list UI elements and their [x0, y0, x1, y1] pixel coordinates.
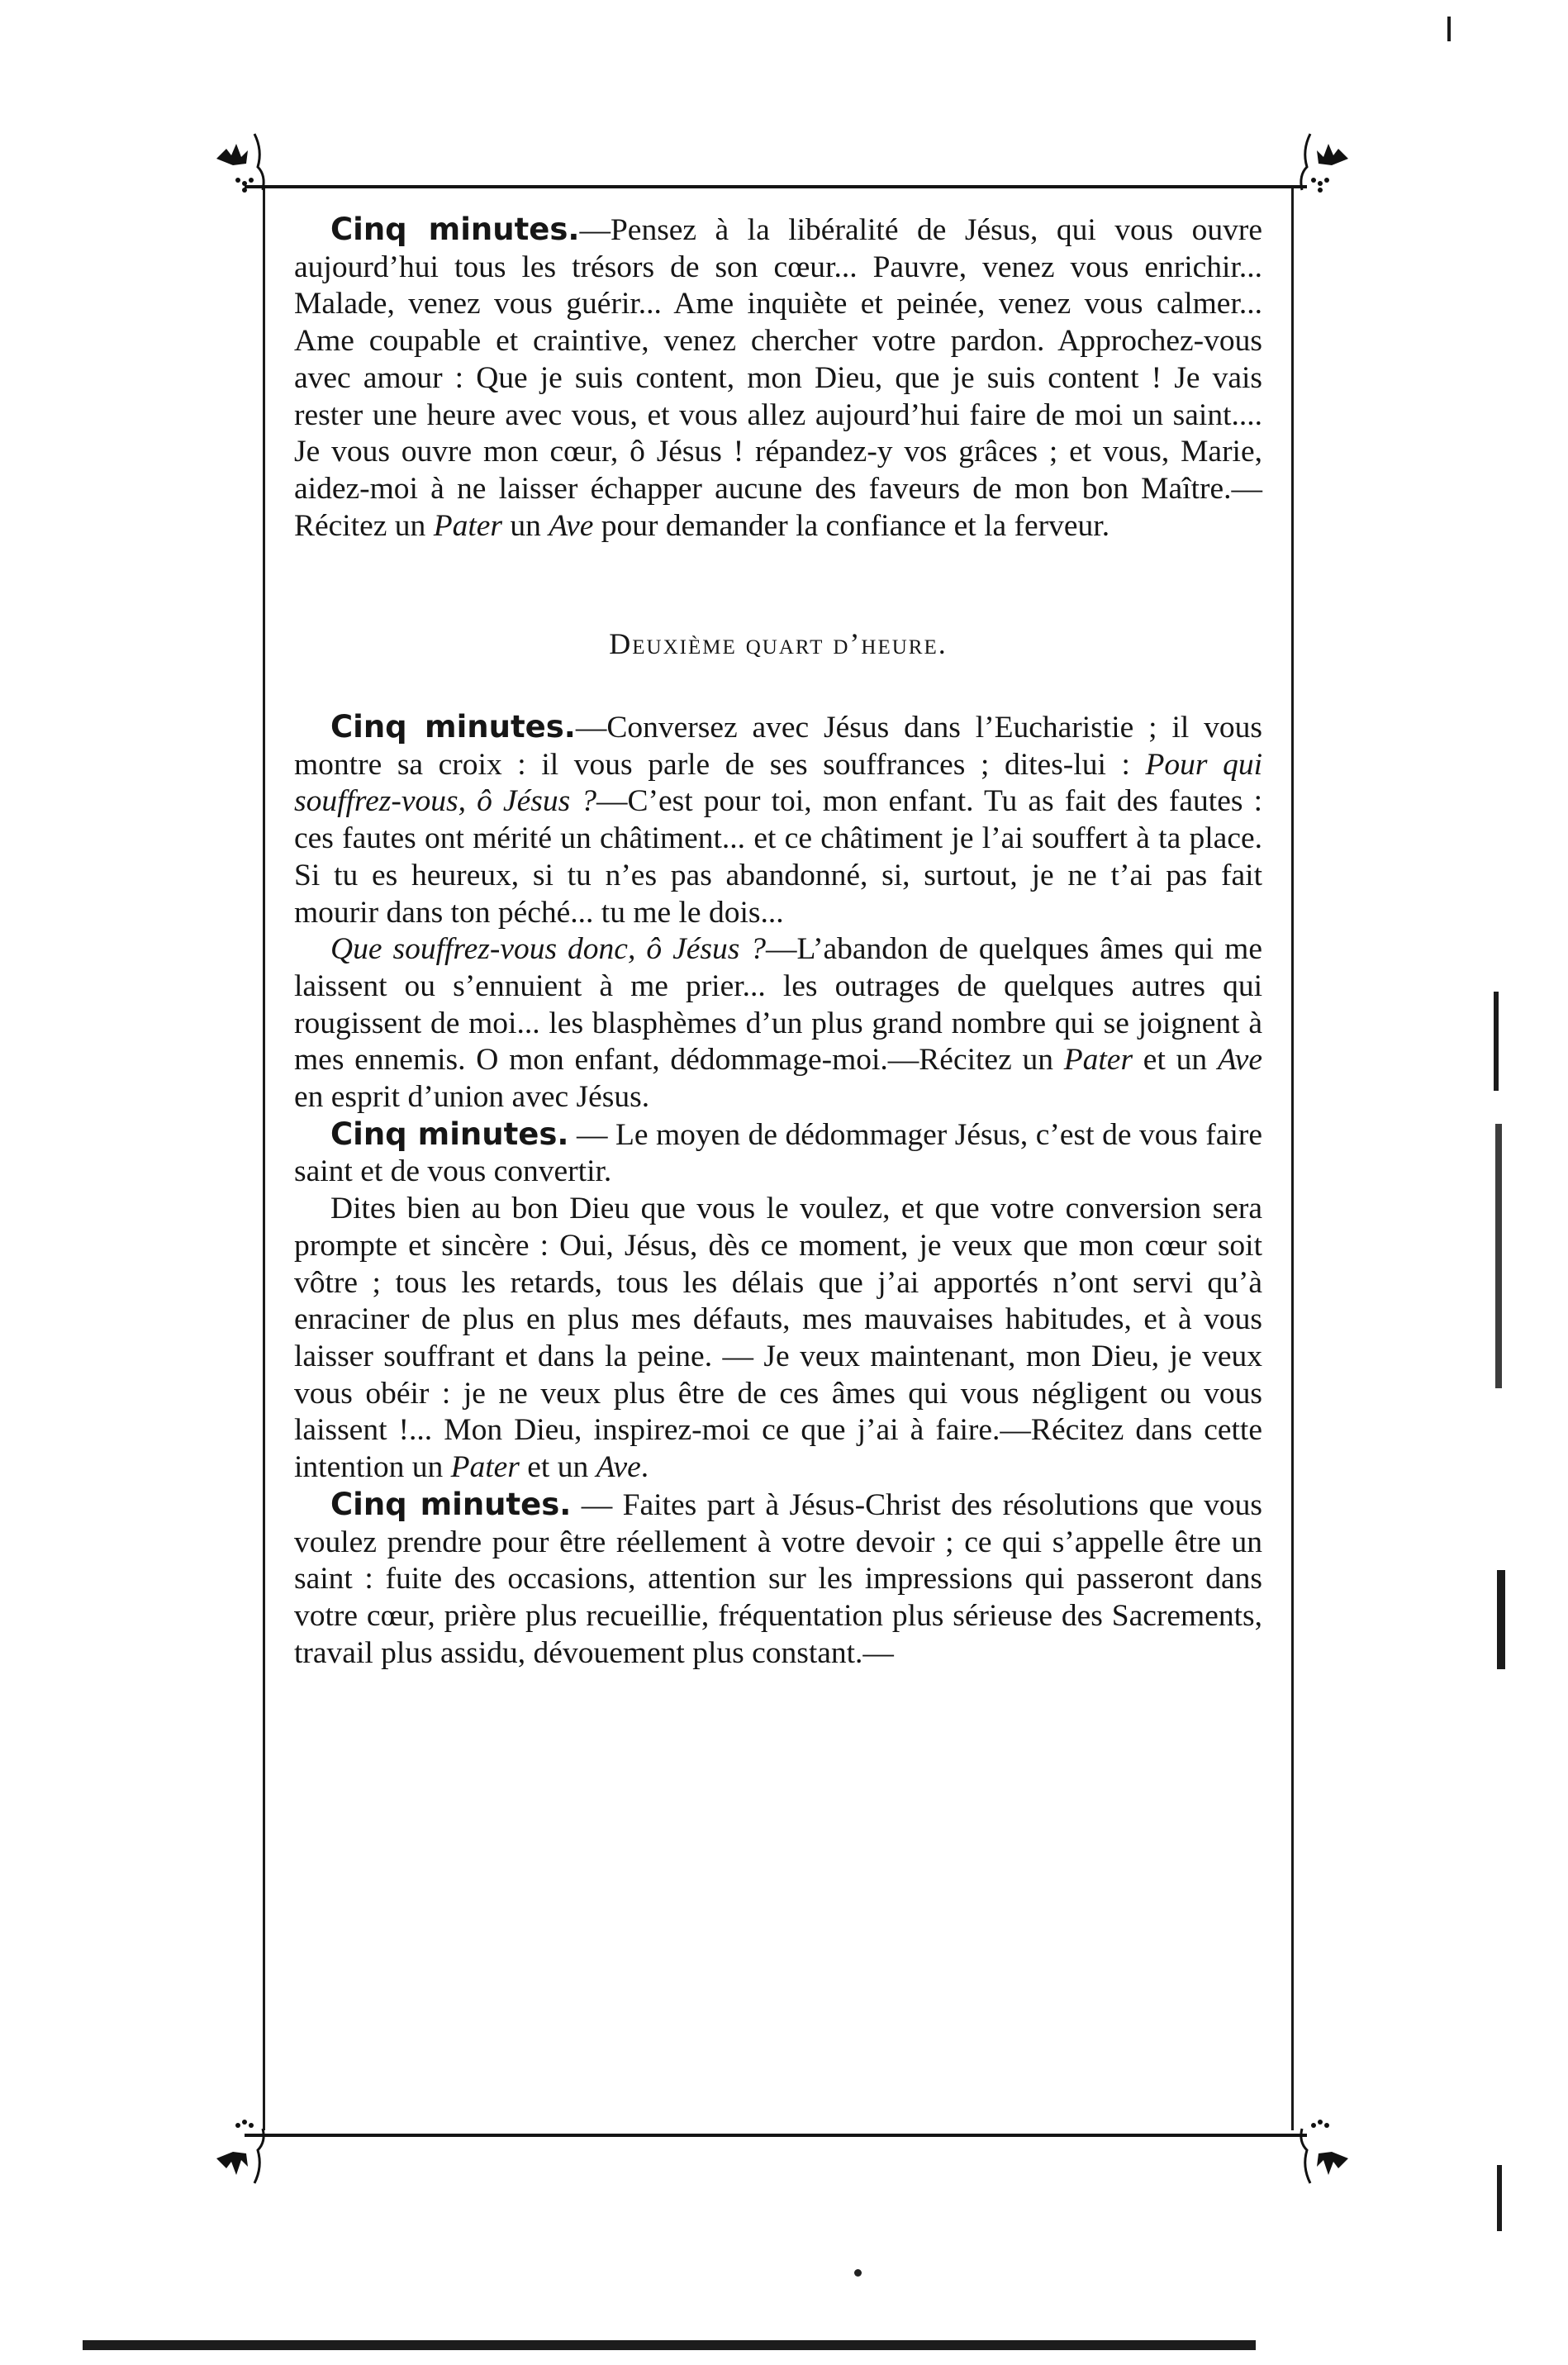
scan-edge-mark: [1447, 17, 1451, 41]
section-title: Deuxième quart d’heure.: [609, 627, 948, 661]
scan-bottom-edge: [83, 2340, 1256, 2350]
paragraph-5: [294, 1191, 1262, 1487]
paragraph-1: [294, 212, 1262, 545]
fleuron-ornament-icon: [208, 2117, 287, 2190]
scan-edge-mark: [1495, 1124, 1502, 1388]
paragraph-text: —Conversez avec Jésus dans l’Eucharistie ; il vous montre sa croix : il vous parle de ses souffrances ; dites-lui :: [294, 711, 1262, 782]
scan-edge-mark: [1497, 2165, 1502, 2231]
paragraph-italic-term: Ave: [596, 1450, 641, 1485]
paragraph-italic-term: Pater: [450, 1450, 520, 1485]
paragraph-italic-term: Pater: [433, 508, 503, 543]
paragraph-text: en esprit d’union avec Jésus.: [294, 1080, 650, 1115]
scan-edge-mark: [1494, 992, 1499, 1091]
paragraph-4: [294, 1116, 1262, 1191]
paragraph-text: — Faites part à Jésus-Christ des résolutions que vous voulez prendre pour être réellement à votre devoir ; ce qui s’appelle être un saint : fuite des occasions, attention sur les impressions qui passeront dans votre cœur, prière plus recueillie, fréquentation plus sérieuse des Sacrements, travail plus assidu, dévouement plus constant.—: [294, 1487, 1262, 1670]
paragraph-text: — Le moyen de dédommager Jésus, c’est de vous faire saint et de vous convertir.: [294, 1117, 1262, 1189]
paragraph-lead: Cinq minutes.: [330, 212, 580, 247]
bottom-border-rule: [245, 2134, 1307, 2137]
paragraph-6: [294, 1487, 1262, 1673]
paragraph-text: un: [502, 508, 549, 543]
paragraph-text: et un: [519, 1450, 596, 1485]
scan-speck: [854, 2269, 862, 2277]
paragraph-italic-term: Ave: [1217, 1043, 1262, 1078]
fleuron-ornament-icon: [208, 126, 287, 198]
paragraph-text: pour demander la confiance et la ferveur.: [593, 508, 1110, 543]
paragraph-text: et un: [1133, 1043, 1218, 1078]
text-body: [294, 212, 1262, 1672]
fleuron-ornament-icon: [1277, 2117, 1357, 2190]
paragraph-3: [294, 931, 1262, 1116]
paragraph-text: —C’est pour toi, mon enfant. Tu as fait des fautes : ces fautes ont mérité un châtiment... et ce châtiment je l’ai souffert à ta place. Si tu es heureux, si tu n’es pas abandonné, si, surtout, je ne t’ai pas fait mourir dans ton péché... tu me le dois...: [294, 784, 1262, 930]
paragraph-text: .: [640, 1450, 649, 1485]
paragraph-text: Dites bien au bon Dieu que vous le voulez, et que votre conversion sera prompte et sincère : Oui, Jésus, dès ce moment, je veux que mon cœur soit vôtre ; tous les retards, tous les délais que j’ai apportés n’ont servi qu’à enraciner de plus en plus mes défauts, mes mauvaises habitudes, et à vous laisser souffrant et dans la peine. — Je veux maintenant, mon Dieu, je veux vous obéir : je ne veux plus être de ces âmes qui vous négligent ou vous laissent !... Mon Dieu, inspirez-moi ce que j’ai à faire.—Récitez dans cette intention un: [294, 1192, 1262, 1485]
paragraph-lead: Cinq minutes.: [330, 709, 576, 745]
paragraph-lead: Cinq minutes.: [330, 1116, 569, 1152]
scan-edge-mark: [1497, 1570, 1505, 1669]
paragraph-text: —L’abandon de quelques âmes qui me laissent ou s’ennuient à me prier... les outrages de quelques autres qui rougissent de moi... les blasphèmes d’un plus grand nombre qui se joignent à mes ennemis. O mon enfant, dédommage-moi.—Récitez un: [294, 932, 1262, 1078]
paragraph-italic-question: Que souffrez-vous donc, ô Jésus ?: [330, 932, 767, 967]
paragraph-text: —Pensez à la libéralité de Jésus, qui vous ouvre aujourd’hui tous les trésors de son cœur... Pauvre, venez vous enrichir... Malade, venez vous guérir... Ame inquiète et peinée, venez vous calmer... Ame coupable et craintive, venez chercher votre pardon. Approchez-vous avec amour : Que je suis content, mon Dieu, que je suis content ! Je vais rester une heure avec vous, et vous allez aujourd’hui faire de moi un saint.... Je vous ouvre mon cœur, ô Jésus ! répandez-y vos grâces ; et vous, Marie, aidez-moi à ne laisser échapper aucune des faveurs de mon bon Maître.—Récitez un: [294, 213, 1262, 543]
fleuron-ornament-icon: [1277, 126, 1357, 198]
paragraph-italic-question: Pour qui souffrez-vous, ô Jésus ?: [294, 747, 1263, 819]
top-border-rule: [245, 185, 1307, 188]
paragraph-italic-term: Pater: [1063, 1043, 1133, 1078]
paragraph-2: [294, 709, 1262, 931]
paragraph-lead: Cinq minutes.: [330, 1486, 572, 1522]
paragraph-italic-term: Ave: [549, 508, 594, 543]
